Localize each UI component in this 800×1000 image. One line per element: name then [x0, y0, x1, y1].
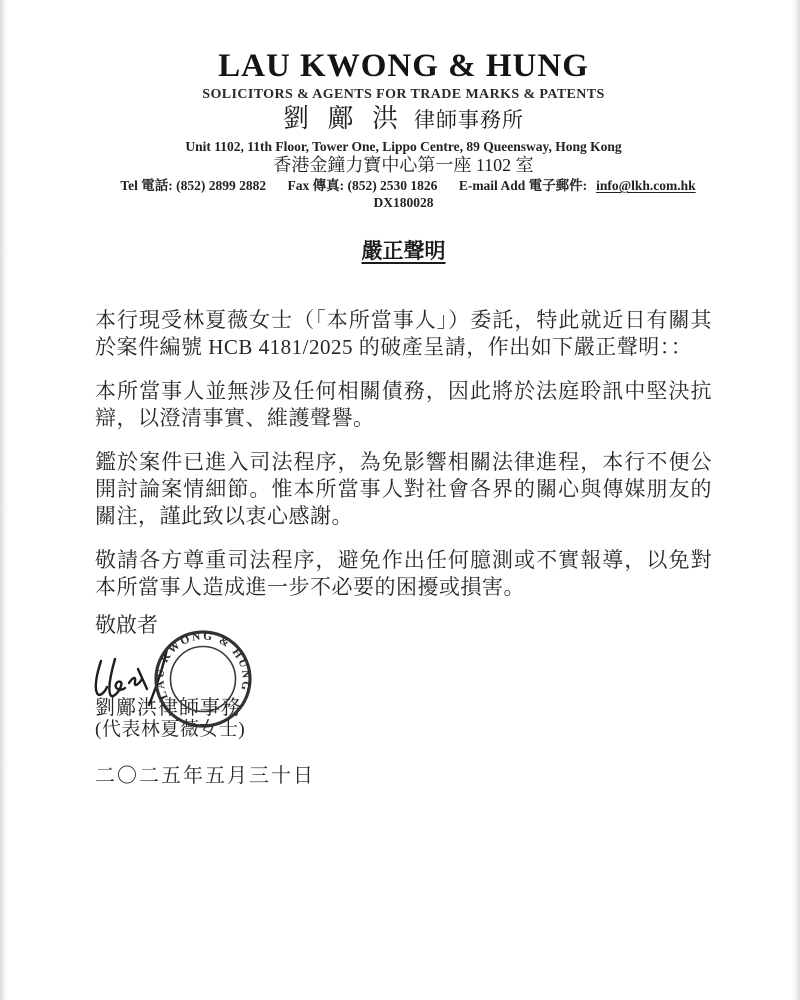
- email-address: info@lkh.com.hk: [596, 178, 696, 193]
- svg-text:LAU KWONG & HUNG: [153, 629, 253, 729]
- statement-title-text: 嚴正聲明: [361, 239, 446, 263]
- email-label: E-mail Add 電子郵件:: [458, 178, 588, 193]
- letter-date: 二〇二五年五月三十日: [95, 765, 315, 787]
- address-english: Unit 1102, 11th Floor, Tower One, Lippo Centre, 89 Queensway, Hong Kong: [185, 139, 622, 154]
- signature-area: [95, 630, 712, 701]
- closing-salutation: 敬啟者: [95, 613, 158, 637]
- firm-type-chinese: 律師事務所: [414, 108, 524, 132]
- paragraph-denial: 本所當事人並無涉及任何相關債務，因此將於法庭聆訊中堅決抗辯，以澄清事實、維護聲譽。: [95, 379, 712, 430]
- signer-on-behalf-of: (代表林夏薇女士): [95, 719, 246, 740]
- statement-body: [95, 307, 712, 601]
- stamp-text: LAU KWONG & HUNG: [154, 630, 252, 701]
- firm-round-stamp: [153, 629, 253, 729]
- dx-code: DX180028: [373, 195, 434, 210]
- firm-tagline: SOLICITORS & AGENTS FOR TRADE MARKS & PATENTS: [202, 87, 605, 102]
- contact-line: [95, 177, 712, 211]
- paragraph-judicial-process: 鑑於案件已進入司法程序，為免影響相關法律進程，本行不便公開討論案情細節。惟本所當事人對社會各界的關心與傳媒朋友的關注，謹此致以衷心感謝。: [95, 450, 712, 528]
- letterhead: [95, 48, 712, 211]
- paragraph-engagement: 本行現受林夏薇女士（「本所當事人」）委託，特此就近日有關其於案件編號 HCB 4181/2025 的破產呈請，作出如下嚴正聲明：：: [95, 308, 712, 359]
- firm-name-chinese: [95, 104, 712, 138]
- address-chinese: 香港金鐘力寶中心第一座 1102 室: [273, 155, 534, 175]
- firm-name-chinese-main: 劉 鄺 洪: [282, 104, 404, 133]
- fax-number: Fax 傳真: (852) 2530 1826: [287, 178, 438, 193]
- paragraph-request: 敬請各方尊重司法程序，避免作出任何臆測或不實報導，以免對本所當事人造成進一步不必要的困擾或損害。: [95, 548, 712, 599]
- telephone-number: Tel 電話: (852) 2899 2882: [120, 178, 267, 193]
- signer-name: 劉鄺洪律師事務: [95, 697, 242, 719]
- statement-title: [95, 239, 712, 263]
- firm-name-english: LAU KWONG & HUNG: [218, 48, 589, 84]
